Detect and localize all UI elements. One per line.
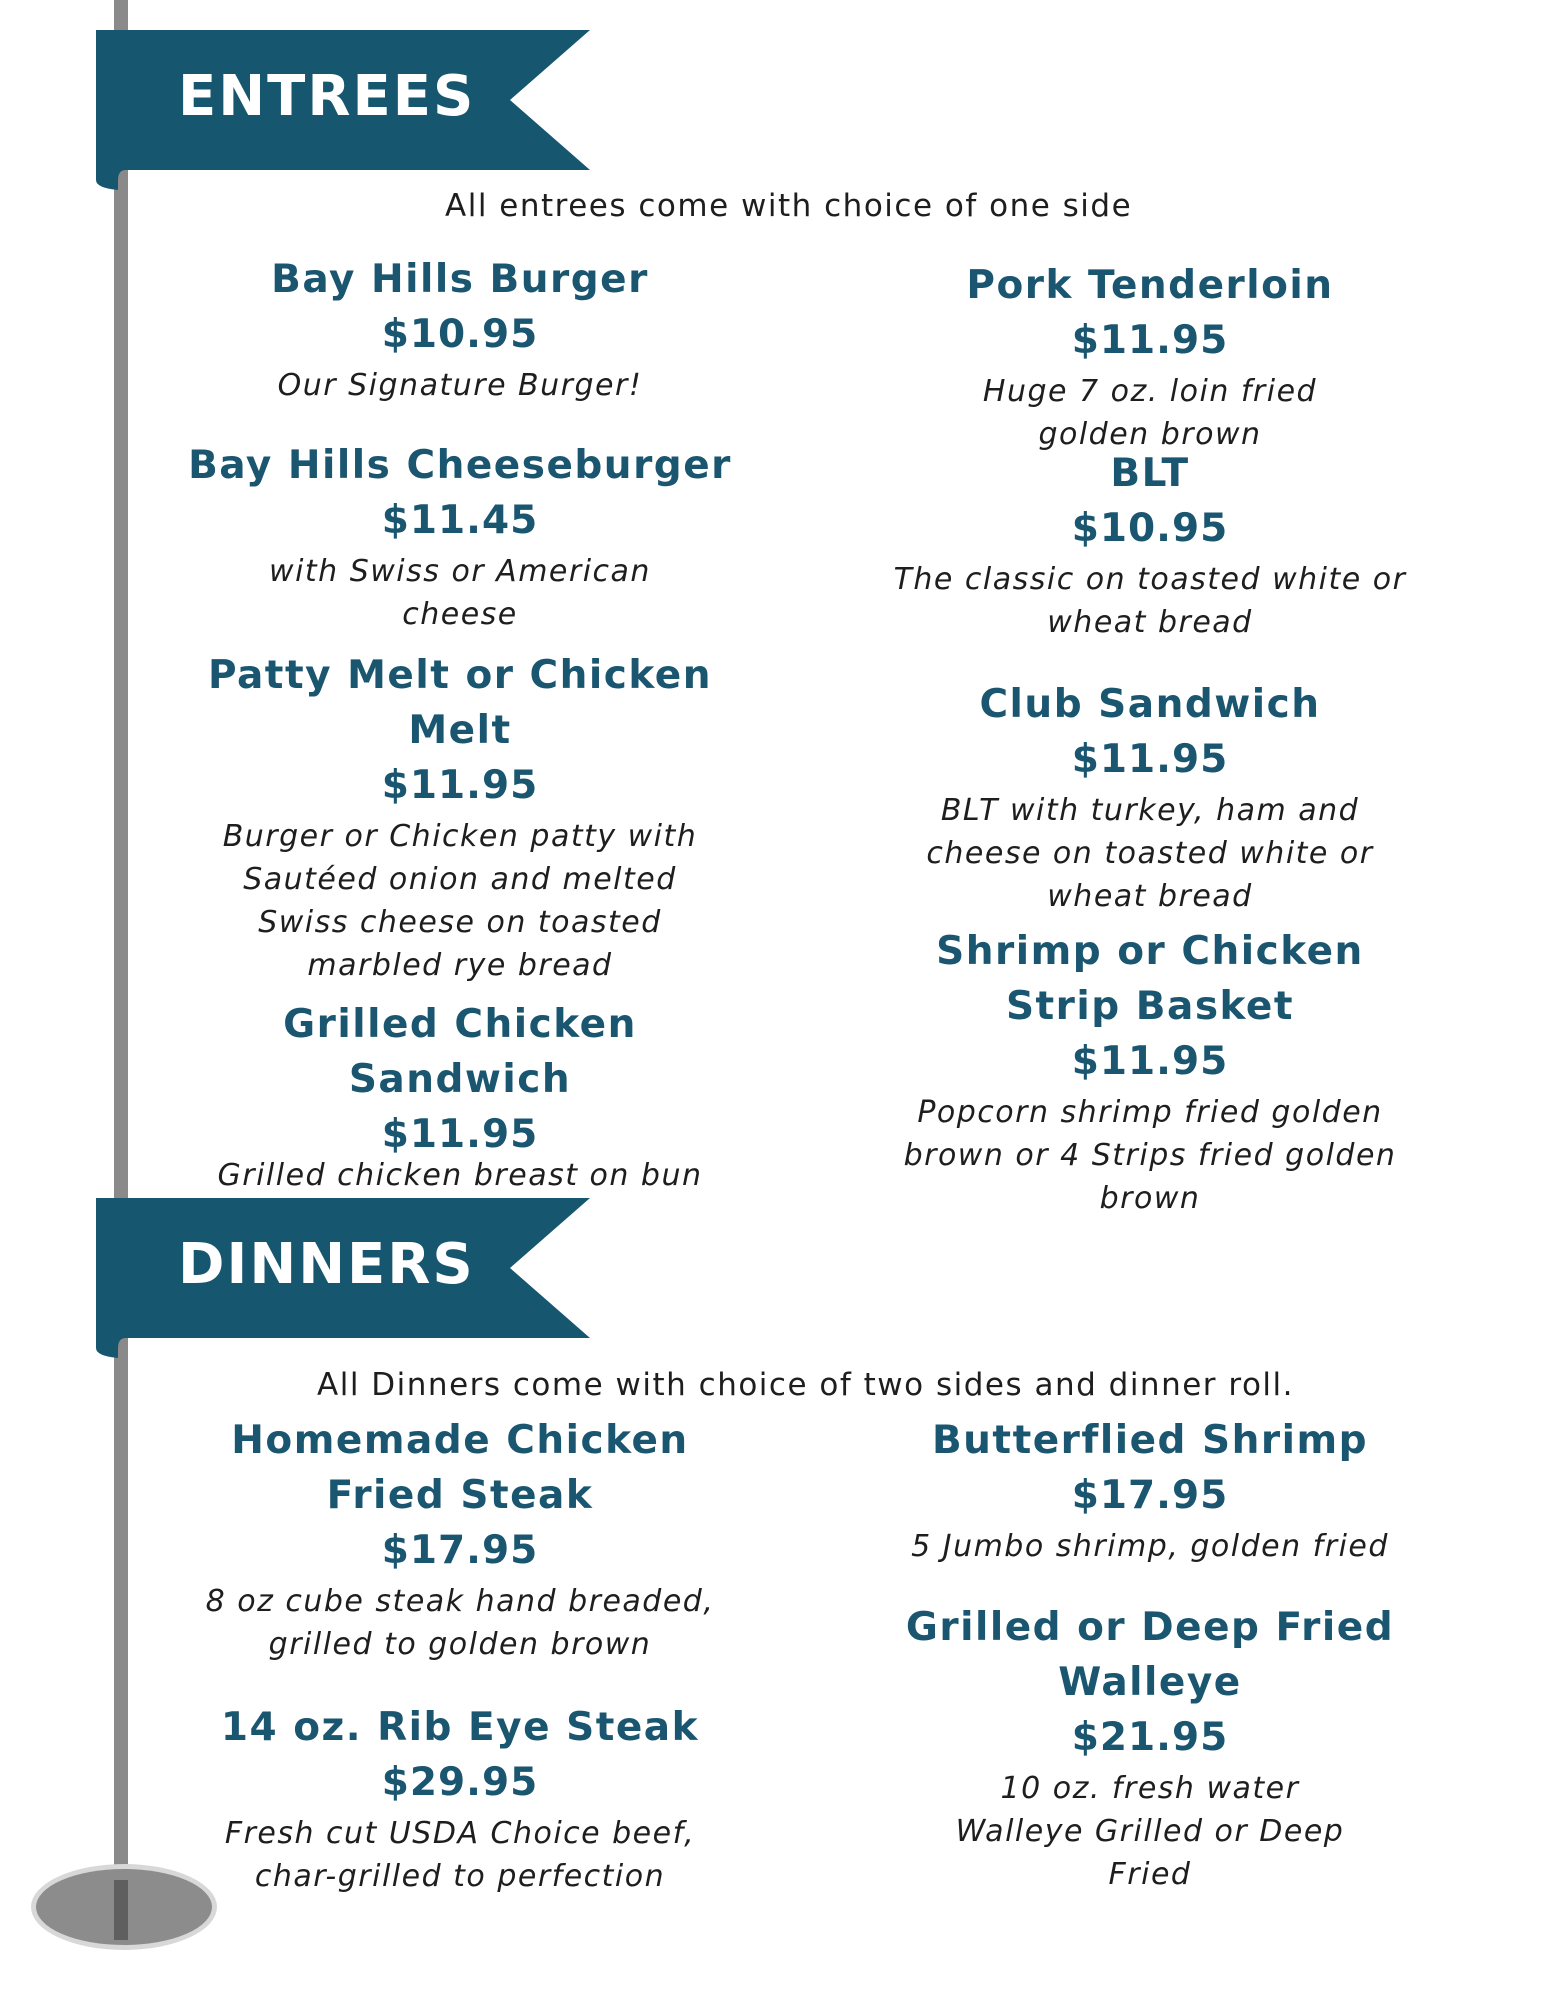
item-price: $21.95 <box>1071 1715 1229 1760</box>
item-description: Grilled chicken breast on bun <box>217 1158 703 1193</box>
flag-pole <box>114 0 128 1940</box>
menu-item <box>860 258 1440 456</box>
item-description: with Swiss or American cheese <box>269 554 651 632</box>
item-name: Patty Melt or Chicken Melt <box>207 653 713 753</box>
dinners-note: All Dinners come with choice of two sides and dinner roll. <box>317 1367 1295 1403</box>
entrees-banner <box>96 30 596 170</box>
item-name: Pork Tenderloin <box>966 263 1334 308</box>
item-description: Fresh cut USDA Choice beef, char-grilled to perfection <box>224 1816 696 1894</box>
item-price: $10.95 <box>1071 506 1229 551</box>
menu-item <box>860 924 1440 1220</box>
item-description: Popcorn shrimp fried golden brown or 4 Strips fried golden brown <box>903 1095 1397 1216</box>
item-price: $11.95 <box>1071 318 1229 363</box>
menu-item <box>170 252 750 407</box>
menu-item <box>170 438 750 636</box>
menu-item <box>170 648 750 987</box>
item-price: $11.95 <box>381 1112 539 1157</box>
item-description: Burger or Chicken patty with Sautéed onion and melted Swiss cheese on toasted marbled rye bread <box>222 819 698 983</box>
item-price: $11.45 <box>381 498 539 543</box>
menu-item <box>170 1700 750 1898</box>
menu-item <box>860 446 1440 644</box>
item-description: BLT with turkey, ham and cheese on toasted white or wheat bread <box>926 793 1374 914</box>
item-description: 5 Jumbo shrimp, golden fried <box>911 1529 1389 1564</box>
item-name: BLT <box>1110 451 1190 496</box>
menu-item <box>860 1413 1440 1568</box>
flag-pole-bottom <box>114 1880 128 1940</box>
entrees-note: All entrees come with choice of one side <box>445 188 1133 224</box>
item-price: $29.95 <box>381 1760 539 1805</box>
item-name: Shrimp or Chicken Strip Basket <box>936 929 1364 1029</box>
item-description: Our Signature Burger! <box>277 368 643 403</box>
item-name: Bay Hills Burger <box>271 257 649 302</box>
item-price: $17.95 <box>1071 1473 1229 1518</box>
item-price: $10.95 <box>381 312 539 357</box>
dinners-banner <box>96 1198 596 1338</box>
item-name: Club Sandwich <box>979 682 1321 727</box>
menu-item <box>860 1600 1440 1896</box>
item-name: Butterflied Shrimp <box>931 1418 1369 1463</box>
item-description: 8 oz cube steak hand breaded, grilled to golden brown <box>205 1584 715 1662</box>
menu-item <box>170 997 750 1197</box>
dinners-title: DINNERS <box>178 1232 475 1297</box>
item-name: Bay Hills Cheeseburger <box>188 443 732 488</box>
item-description: The classic on toasted white or wheat bread <box>893 562 1407 640</box>
item-description: 10 oz. fresh water Walleye Grilled or Deep Fried <box>955 1771 1345 1892</box>
item-price: $11.95 <box>381 763 539 808</box>
menu-item <box>170 1413 750 1666</box>
item-price: $11.95 <box>1071 737 1229 782</box>
entrees-title: ENTREES <box>178 64 476 129</box>
item-description: Huge 7 oz. loin fried golden brown <box>982 374 1318 452</box>
item-name: Homemade Chicken Fried Steak <box>231 1418 689 1518</box>
menu-item <box>860 677 1440 918</box>
item-name: Grilled Chicken Sandwich <box>283 1002 637 1102</box>
item-name: 14 oz. Rib Eye Steak <box>220 1705 700 1750</box>
item-price: $17.95 <box>381 1528 539 1573</box>
item-name: Grilled or Deep Fried Walleye <box>905 1605 1395 1705</box>
item-price: $11.95 <box>1071 1039 1229 1084</box>
